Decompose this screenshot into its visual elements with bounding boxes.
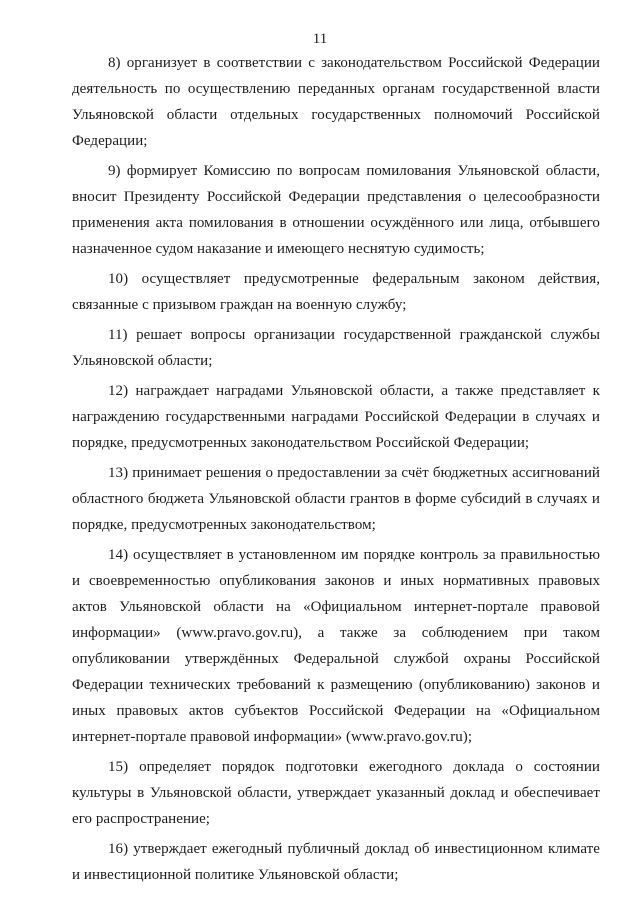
paragraph-item-9: 9) формирует Комиссию по вопросам помилования Ульяновской области, вносит Президенту Российской Федерации представления о целесообразности применения акта помилования в отношении осуждённого или лица, отбывшего назначенное судом наказание и имеющего неснятую судимость; <box>72 163 600 257</box>
paragraph-item-10: 10) осуществляет предусмотренные федеральным законом действия, связанные с призывом граждан на военную службу; <box>72 271 600 313</box>
paragraph-item-15: 15) определяет порядок подготовки ежегодного доклада о состоянии культуры в Ульяновской области, утверждает указанный доклад и обеспечивает его распространение; <box>72 759 600 827</box>
page-number: 11 <box>312 31 328 47</box>
paragraph-item-11: 11) решает вопросы организации государственной гражданской службы Ульяновской области; <box>72 327 600 369</box>
paragraph-item-13: 13) принимает решения о предоставлении за счёт бюджетных ассигнований областного бюджета Ульяновской области грантов в форме субсидий в случаях и порядке, предусмотренных законодательством; <box>72 465 600 533</box>
paragraph-item-16: 16) утверждает ежегодный публичный доклад об инвестиционном климате и инвестиционной политике Ульяновской области; <box>72 841 600 883</box>
document-body <box>72 50 600 892</box>
paragraph-item-12: 12) награждает наградами Ульяновской области, а также представляет к награждению государственными наградами Российской Федерации в случаях и порядке, предусмотренных законодательством Российской Федерации; <box>72 383 600 451</box>
paragraph-item-14: 14) осуществляет в установленном им порядке контроль за правильностью и своевременностью опубликования законов и иных нормативных правовых актов Ульяновской области на «Официальном интернет-портале правовой информации» (www.pravo.gov.ru), а также за соблюдением при таком опубликовании утверждённых Федеральной службой охраны Российской Федерации технических требований к размещению (опубликованию) законов и иных правовых актов субъектов Российской Федерации на «Официальном интернет-портале правовой информации» (www.pravo.gov.ru); <box>72 547 600 745</box>
paragraph-item-8: 8) организует в соответствии с законодательством Российской Федерации деятельность по осуществлению переданных органам государственной власти Ульяновской области отдельных государственных полномочий Российской Федерации; <box>72 55 600 149</box>
